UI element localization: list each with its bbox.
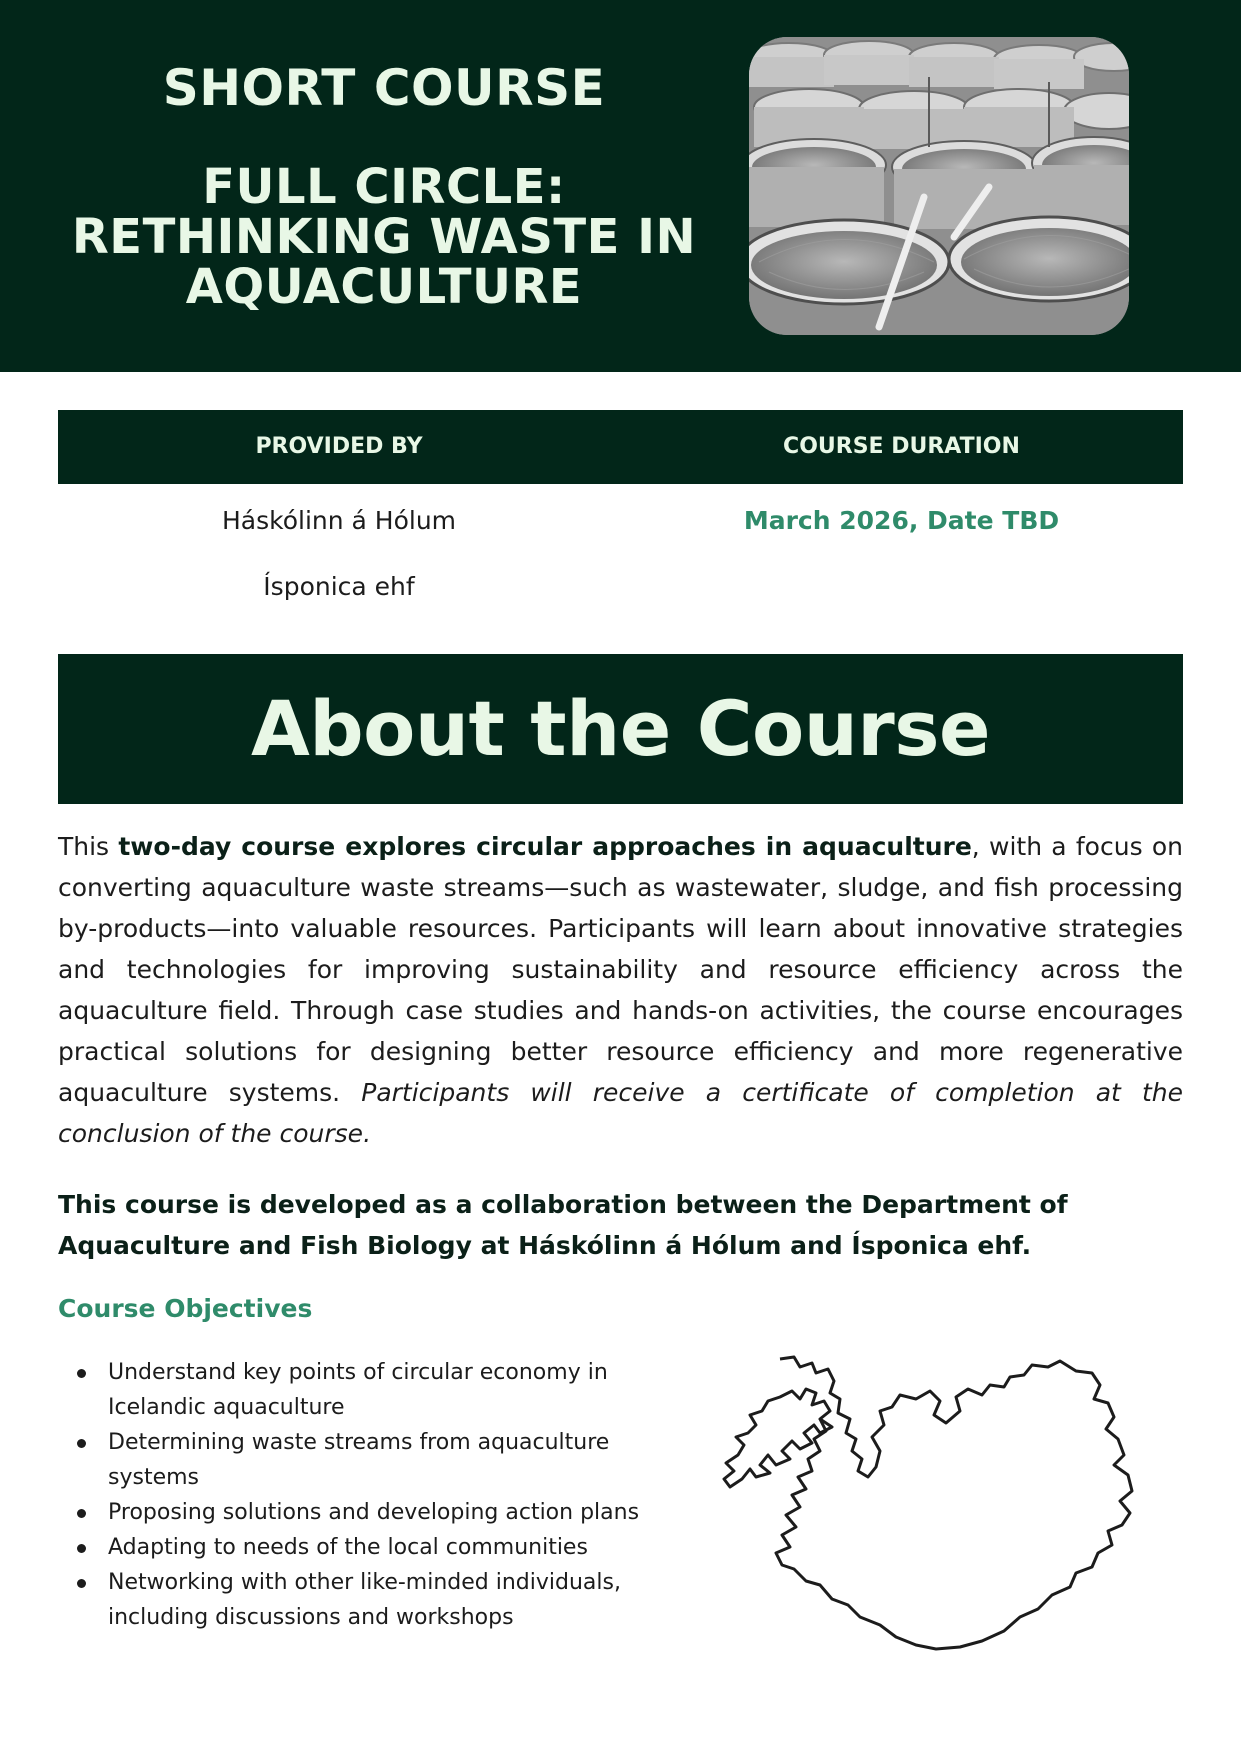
bullet-icon [77, 1544, 86, 1553]
course-kicker: SHORT COURSE [162, 59, 606, 117]
provided-by-label: PROVIDED BY [255, 434, 423, 459]
info-bar [58, 410, 1183, 484]
provider-name: Háskólinn á Hólum [221, 506, 457, 535]
about-intro: This [58, 832, 119, 861]
objectives-title: Course Objectives [58, 1294, 313, 1323]
list-item [72, 1495, 672, 1530]
objective-text: Understand key points of circular economy in Icelandic aquaculture [108, 1360, 608, 1420]
provider-name: Ísponica ehf [263, 572, 415, 601]
duration-value: March 2026, Date TBD [743, 506, 1060, 535]
bullet-icon [77, 1509, 86, 1518]
bullet-icon [77, 1439, 86, 1448]
list-item [72, 1565, 672, 1635]
about-certificate-note: Participants will receive a certificate of completion at the conclusion of the course. [58, 1078, 1183, 1148]
about-body: , with a focus on converting aquaculture waste streams—such as wastewater, sludge, and fish processing by-products—into valuable resources. Participants will learn about innovative strategies and technologies for improving sustainability and resource efficiency across the aquaculture field. Through case studies and hands-on activities, the course encourages practical solutions for designing better resource efficiency and more regenerative aquaculture systems. [58, 832, 1183, 1107]
list-item [72, 1530, 672, 1565]
objective-text: Determining waste streams from aquaculture systems [108, 1430, 610, 1490]
list-item [72, 1355, 672, 1425]
duration-label: COURSE DURATION [783, 434, 1020, 459]
about-paragraph [58, 826, 1183, 1154]
objectives-list [72, 1355, 672, 1635]
bullet-icon [77, 1369, 86, 1378]
objective-text: Proposing solutions and developing action plans [108, 1500, 640, 1525]
bullet-icon [77, 1579, 86, 1588]
course-title-line-2: RETHINKING WASTE IN [71, 209, 697, 265]
header-band [0, 0, 1241, 372]
collaboration-note: This course is developed as a collaboration between the Department of Aquaculture and Fish Biology at Háskólinn á Hólum and Ísponica ehf. [58, 1190, 1068, 1260]
course-title [28, 159, 740, 315]
course-title-line-1: FULL CIRCLE: [202, 159, 566, 215]
objective-text: Adapting to needs of the local communities [108, 1535, 588, 1560]
header-titles [28, 59, 740, 315]
about-heading: About the Course [58, 654, 1183, 804]
list-item [72, 1425, 672, 1495]
about-highlight: two-day course explores circular approaches in aquaculture [118, 832, 972, 861]
objective-text: Networking with other like-minded individuals, including discussions and workshops [108, 1570, 621, 1630]
aquaculture-tanks-photo [749, 37, 1129, 335]
iceland-map-icon [720, 1355, 1160, 1655]
course-title-line-3: AQUACULTURE [185, 259, 583, 315]
